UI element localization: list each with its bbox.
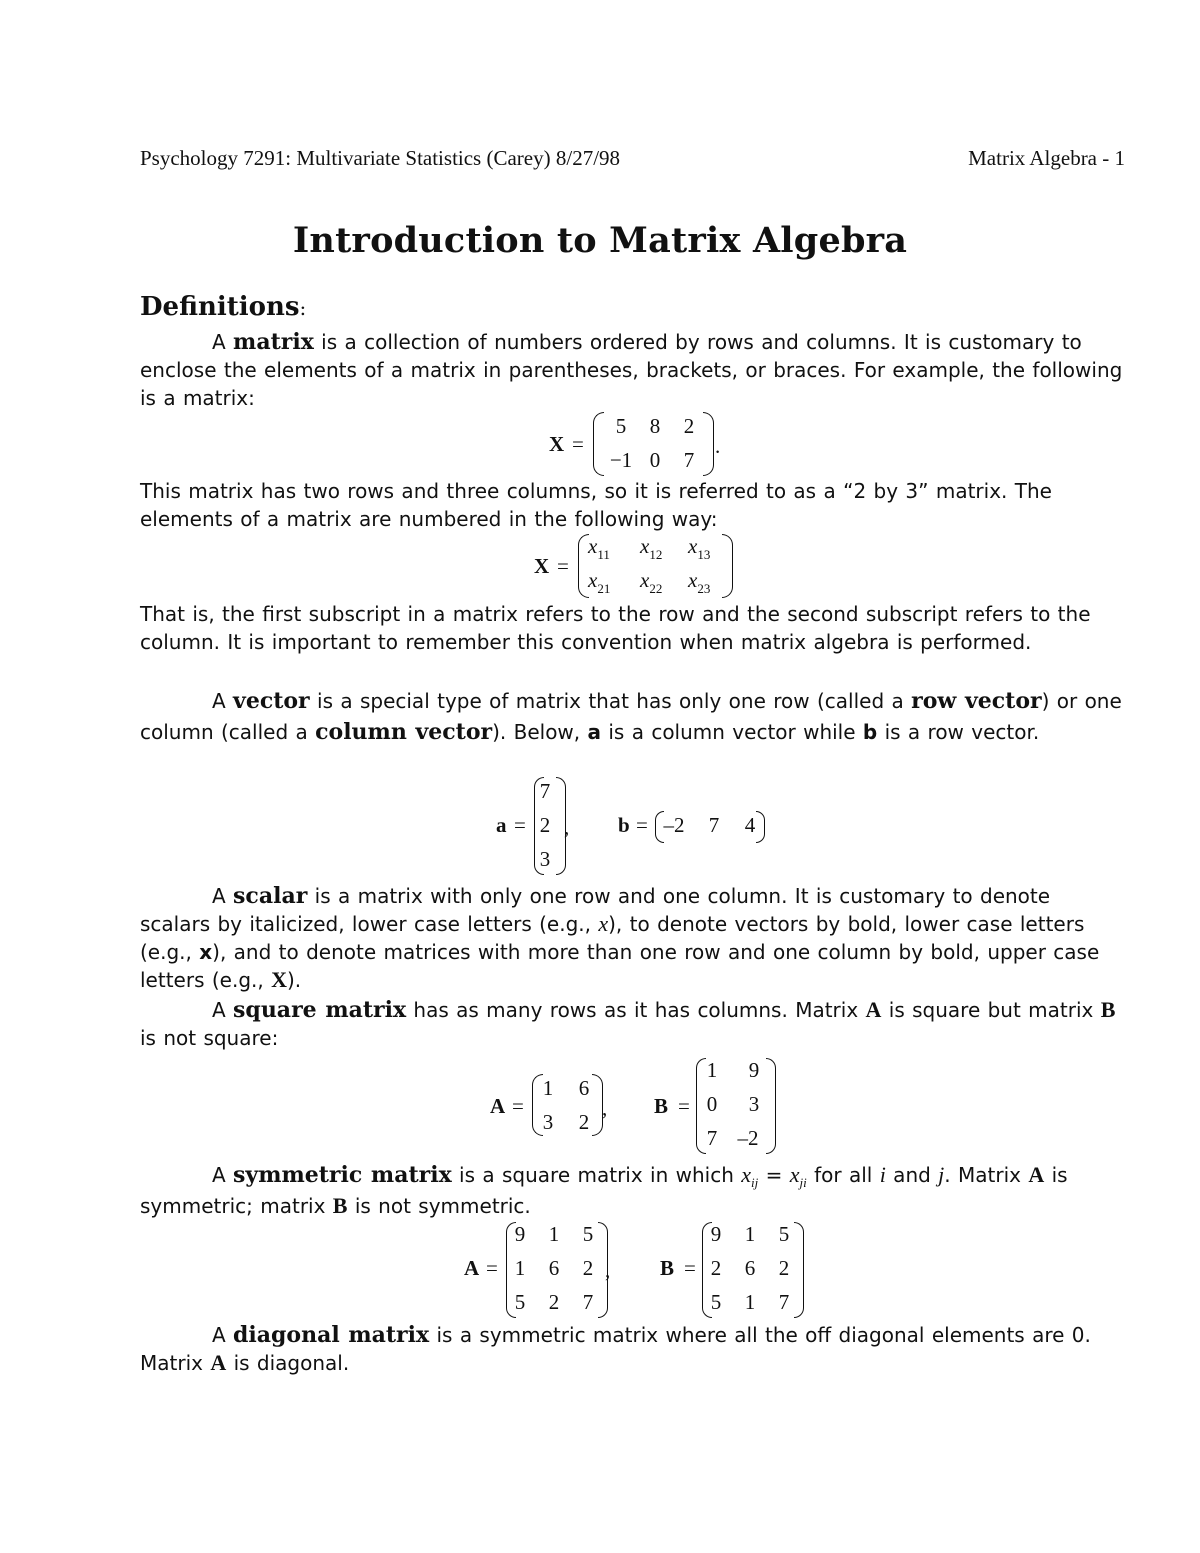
term-scalar: scalar	[233, 883, 308, 909]
matrix-cell: 9	[748, 1058, 760, 1082]
text: has as many rows as it has columns. Matrix	[406, 998, 866, 1022]
text: A	[212, 1323, 234, 1347]
vector-cell: 4	[744, 813, 756, 837]
matrix-cell: −1	[609, 448, 633, 472]
matrix-cell: 9	[514, 1222, 526, 1246]
section-heading-text: Definitions	[140, 292, 300, 322]
equals-sign: =	[486, 1256, 498, 1280]
matrix-ref-a: A	[1028, 1162, 1045, 1187]
text: and	[885, 1163, 939, 1187]
text: is not symmetric.	[347, 1194, 531, 1218]
matrix-cell: 2	[710, 1256, 722, 1280]
matrix-cell: –2	[737, 1126, 759, 1150]
matrix-cell: 9	[710, 1222, 722, 1246]
math-var: i	[879, 1162, 886, 1187]
term-column-vector: column vector	[315, 719, 493, 745]
term-symmetric-matrix: symmetric matrix	[233, 1162, 452, 1188]
equals-sign: =	[512, 1094, 524, 1118]
term-vector: vector	[233, 688, 310, 714]
matrix-cell: 2	[578, 1110, 590, 1134]
symmetric-matrix-examples	[462, 1218, 822, 1320]
text: is a square matrix in which	[451, 1163, 742, 1187]
term-square-matrix: square matrix	[233, 997, 407, 1023]
text: is square but matrix	[881, 998, 1101, 1022]
running-header	[140, 146, 1125, 171]
text: is a matrix with only one row and one column. It is customary to denote scalars by italicized, lower case letters (e.g.,	[140, 884, 1051, 936]
text: . Matrix	[944, 1163, 1029, 1187]
matrix-cell: 5	[615, 414, 627, 438]
text: is not square:	[140, 1026, 279, 1050]
matrix-cell: 3	[542, 1110, 554, 1134]
matrix-cell: 7	[683, 448, 695, 472]
matrix-cell: 7	[706, 1126, 718, 1150]
math-subscript: ji	[799, 1175, 807, 1190]
matrix-b-label: B	[660, 1256, 675, 1280]
right-paren	[756, 811, 765, 843]
equals-sign: =	[636, 813, 648, 837]
matrix-cell: 7	[582, 1290, 594, 1314]
paragraph-diagonal-matrix	[140, 1321, 1125, 1377]
vector-cell: 7	[708, 813, 720, 837]
paragraph-matrix-dimensions: This matrix has two rows and three columns, so it is referred to as a “2 by 3” matrix. The elements of a matrix are numbered in the following way:	[140, 479, 1052, 531]
matrix-cell: 5	[778, 1222, 790, 1246]
text: A	[212, 884, 234, 908]
right-paren	[766, 1058, 776, 1154]
text: A	[212, 1163, 234, 1187]
text: is diagonal.	[226, 1351, 350, 1375]
matrix-cell: 1	[548, 1222, 560, 1246]
matrix-cell: $x_{21}$	[588, 568, 611, 596]
math-var: j	[938, 1162, 945, 1187]
matrix-cell: 1	[744, 1290, 756, 1314]
vector-examples	[494, 773, 794, 877]
text: =	[758, 1163, 790, 1187]
equals-sign: =	[514, 813, 526, 837]
matrix-cell: 2	[778, 1256, 790, 1280]
text: ). Below,	[492, 720, 588, 744]
matrix-cell: 8	[649, 414, 661, 438]
example-scalar: x	[598, 911, 609, 936]
text: ), and to denote matrices with more than one row and one column by bold, upper case letters (e.g.,	[140, 940, 1100, 992]
matrix-cell: 6	[578, 1076, 590, 1100]
vector-cell: 2	[539, 813, 551, 837]
separator-comma: ,	[605, 1258, 611, 1282]
matrix-cell: $x_{13}$	[688, 534, 711, 562]
matrix-cell: 0	[649, 448, 661, 472]
matrix-a-label: A	[464, 1256, 480, 1280]
vector-b-ref: b	[862, 720, 878, 744]
vector-a-label: a	[496, 813, 507, 837]
matrix-a-label: A	[490, 1094, 506, 1118]
text: is symmetric; matrix	[140, 1163, 1068, 1218]
equals-sign: =	[557, 554, 569, 578]
equals-sign: =	[684, 1256, 696, 1280]
square-matrix-examples	[488, 1054, 788, 1154]
math-var: x	[741, 1162, 752, 1187]
text: ), to denote vectors by bold, lower case letters (e.g.,	[140, 912, 1085, 964]
matrix-cell: 2	[683, 414, 695, 438]
matrix-cell: 6	[548, 1256, 560, 1280]
term-diagonal-matrix: diagonal matrix	[233, 1322, 430, 1348]
equals-sign: =	[572, 432, 584, 456]
matrix-ref-a: A	[210, 1350, 227, 1375]
right-paren	[703, 412, 714, 476]
matrix-cell: 2	[548, 1290, 560, 1314]
right-paren	[794, 1222, 804, 1318]
paragraph-scalar-definition	[140, 882, 1125, 994]
text: ) or one column (called a	[140, 689, 1122, 744]
text: A	[212, 998, 234, 1022]
example-matrix: X	[271, 967, 287, 992]
matrix-cell: 5	[514, 1290, 526, 1314]
paragraph-vector-definition	[140, 686, 1125, 748]
section-heading-colon: :	[299, 296, 307, 320]
vector-b-label: b	[618, 813, 630, 837]
vector-a-ref: a	[587, 720, 602, 744]
vector-cell: 3	[539, 847, 551, 871]
text: ).	[286, 968, 302, 992]
matrix-label: X	[534, 554, 550, 578]
matrix-cell: 1	[706, 1058, 718, 1082]
matrix-cell: 1	[744, 1222, 756, 1246]
example-vector: x	[199, 940, 213, 964]
matrix-label: X	[549, 432, 565, 456]
section-heading	[140, 292, 306, 322]
matrix-cell: 2	[582, 1256, 594, 1280]
matrix-ref-b: B	[332, 1193, 348, 1218]
matrix-cell: 5	[710, 1290, 722, 1314]
text: is a row vector.	[877, 720, 1040, 744]
header-course: Psychology 7291: Multivariate Statistics (Carey) 8/27/98	[140, 146, 621, 170]
matrix-cell: $x_{23}$	[688, 568, 711, 596]
matrix-ref-b: B	[1100, 997, 1116, 1022]
matrix-cell: 3	[748, 1092, 760, 1116]
text: A	[212, 689, 234, 713]
vector-cell: 7	[539, 779, 551, 803]
matrix-cell: 6	[744, 1256, 756, 1280]
matrix-example-x	[545, 410, 745, 480]
paragraph-subscript-convention: That is, the first subscript in a matrix refers to the row and the second subscript refers to the column. It is important to remember this convention when matrix algebra is performed.	[140, 602, 1091, 654]
right-paren	[722, 534, 733, 598]
math-subscript: ij	[751, 1175, 759, 1190]
text: is a special type of matrix that has only one row (called a	[309, 689, 912, 713]
matrix-cell: 5	[582, 1222, 594, 1246]
math-var: x	[789, 1162, 800, 1187]
page-title: Introduction to Matrix Algebra	[292, 220, 908, 261]
header-page-label: Matrix Algebra - 1	[968, 146, 1125, 170]
matrix-cell: $x_{22}$	[640, 568, 663, 596]
text: is a column vector while	[601, 720, 863, 744]
text: is a symmetric matrix where all the off diagonal elements are 0. Matrix	[140, 1323, 1091, 1375]
matrix-cell: 1	[542, 1076, 554, 1100]
paragraph-matrix-definition	[140, 328, 1125, 412]
matrix-subscript-layout	[530, 532, 760, 602]
text: is a collection of numbers ordered by rows and columns. It is customary to enclose the elements of a matrix in parentheses, brackets, or braces. For example, the following is a matrix:	[140, 330, 1123, 410]
term-row-vector: row vector	[911, 688, 1042, 714]
text: A	[212, 330, 234, 354]
matrix-b-label: B	[654, 1094, 669, 1118]
paragraph-symmetric-matrix	[140, 1161, 1125, 1220]
separator-comma: ,	[564, 815, 570, 839]
matrix-cell: $x_{11}$	[588, 534, 610, 562]
matrix-cell: 7	[778, 1290, 790, 1314]
vector-cell: –2	[663, 813, 685, 837]
trailing-period: .	[715, 434, 721, 458]
separator-comma: ,	[602, 1096, 608, 1120]
matrix-cell: 0	[706, 1092, 718, 1116]
matrix-cell: $x_{12}$	[640, 534, 663, 562]
paragraph-square-matrix	[140, 996, 1125, 1052]
matrix-ref-a: A	[865, 997, 882, 1022]
equals-sign: =	[678, 1094, 690, 1118]
term-matrix: matrix	[233, 329, 314, 355]
matrix-cell: 1	[514, 1256, 526, 1280]
text: for all	[806, 1163, 880, 1187]
